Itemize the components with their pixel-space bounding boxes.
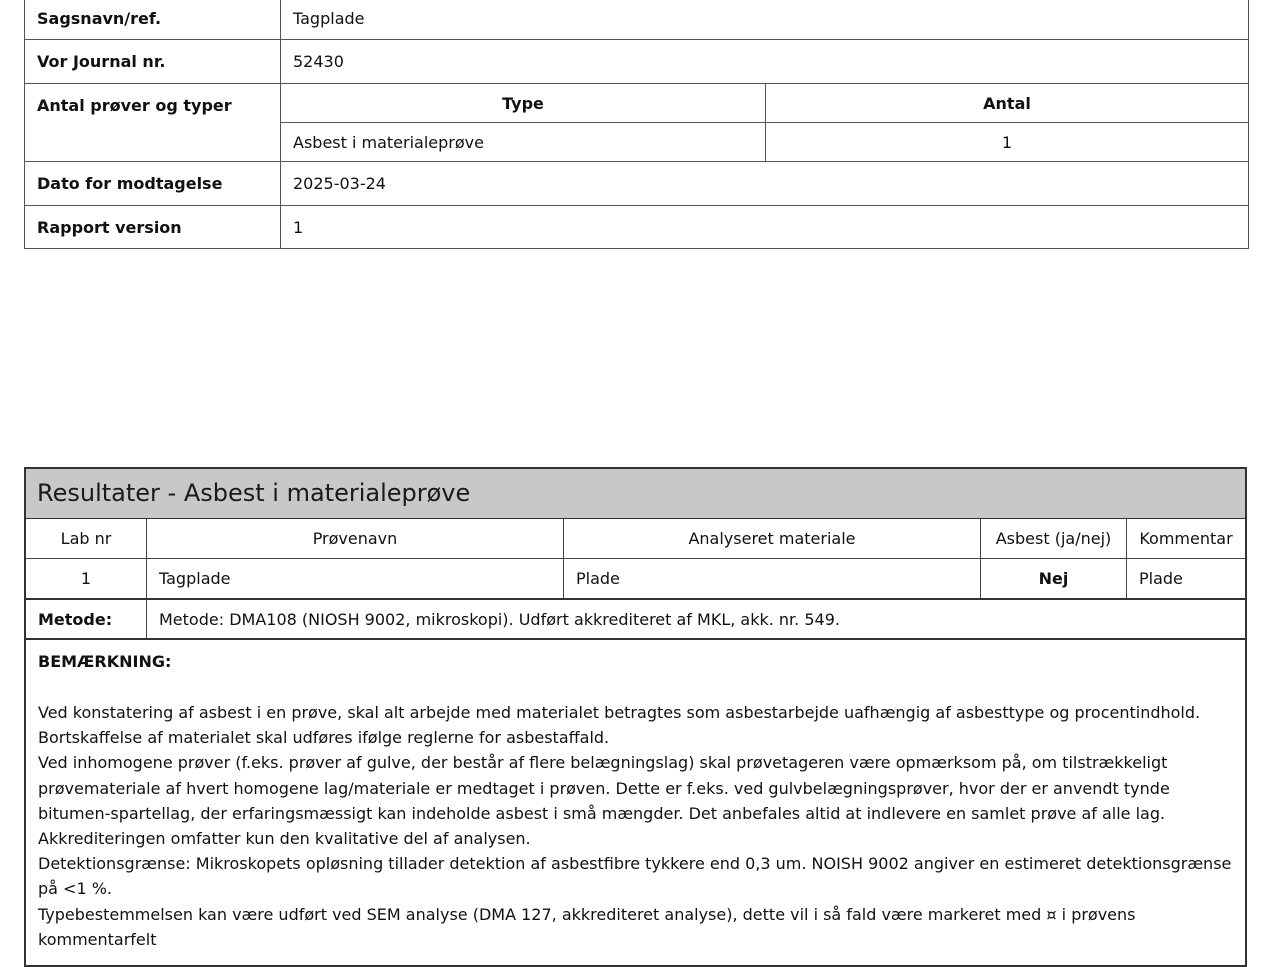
version-label: Rapport version <box>25 206 281 249</box>
sagsnavn-label: Sagsnavn/ref. <box>25 0 281 40</box>
dato-label: Dato for modtagelse <box>25 162 281 206</box>
col-header-kommentar: Kommentar <box>1127 519 1246 559</box>
types-header-type: Type <box>281 84 766 123</box>
col-header-materiale: Analyseret materiale <box>564 519 981 559</box>
sagsnavn-value: Tagplade <box>281 0 1249 40</box>
cell-asbest: Nej <box>981 559 1127 600</box>
types-subtable-cell <box>281 84 1249 162</box>
types-header-antal: Antal <box>766 84 1249 123</box>
types-row-type: Asbest i materialeprøve <box>281 123 766 162</box>
journal-value: 52430 <box>281 40 1249 84</box>
cell-materiale: Plade <box>564 559 981 600</box>
info-table <box>24 0 1249 249</box>
dato-value: 2025-03-24 <box>281 162 1249 206</box>
results-title: Resultater - Asbest i materialeprøve <box>26 469 1245 519</box>
results-section <box>24 467 1247 967</box>
version-value: 1 <box>281 206 1249 249</box>
info-row-types <box>25 84 1249 162</box>
col-header-asbest: Asbest (ja/nej) <box>981 519 1127 559</box>
info-row-journal <box>25 40 1249 84</box>
types-row-antal: 1 <box>1001 132 1013 152</box>
remarks-block <box>26 640 1245 952</box>
results-table <box>26 519 1245 640</box>
types-header-row <box>281 84 1248 123</box>
remarks-paragraph: Ved inhomogene prøver (f.eks. prøver af gulve, der består af flere belægningslag) skal prøvetageren være opmærksom på, om tilstrækkeligt prøvemateriale af hvert homogene lag/materiale er medtaget i prøven. Dette er f.eks. ved gulvbelægningsprøver, hvor der er anvendt tynde bitumen-spartellag, der erfaringsmæssigt kan indeholde asbest i små mængder. Det anbefales altid at indlevere en samlet prøve af alle lag. <box>38 753 1170 823</box>
remarks-paragraph: Detektionsgrænse: Mikroskopets opløsning tillader detektion af asbestfibre tykkere end 0,3 um. NOISH 9002 angiver en estimeret detektionsgrænse på <1 %. <box>38 854 1232 899</box>
types-subtable <box>281 84 1248 161</box>
info-row-sagsnavn <box>25 0 1249 40</box>
table-row <box>26 559 1245 600</box>
types-label: Antal prøver og typer <box>25 84 281 162</box>
remarks-paragraph: Typebestemmelsen kan være udført ved SEM analyse (DMA 127, akkrediteret analyse), dette vil i så fald være markeret med ¤ i prøvens kommentarfelt <box>38 904 1136 949</box>
col-header-lab-nr: Lab nr <box>26 519 147 559</box>
col-header-provenavn: Prøvenavn <box>147 519 564 559</box>
metode-value: Metode: DMA108 (NIOSH 9002, mikroskopi). Udført akkrediteret af MKL, akk. nr. 549. <box>147 599 1246 639</box>
info-row-dato <box>25 162 1249 206</box>
metode-row <box>26 599 1245 639</box>
remarks-paragraph: Ved konstatering af asbest i en prøve, skal alt arbejde med materialet betragtes som asbestarbejde uafhængig af asbesttype og procentindhold. Bortskaffelse af materialet skal udføres ifølge reglerne for asbestaffald. <box>38 703 1201 748</box>
cell-provenavn: Tagplade <box>147 559 564 600</box>
types-row <box>281 123 1248 162</box>
results-header-row <box>26 519 1245 559</box>
remarks-paragraph: Akkrediteringen omfatter kun den kvalitative del af analysen. <box>38 829 531 849</box>
metode-label: Metode: <box>26 599 147 639</box>
cell-lab-nr: 1 <box>26 559 147 600</box>
info-row-version <box>25 206 1249 249</box>
journal-label: Vor Journal nr. <box>25 40 281 84</box>
remarks-title: BEMÆRKNING: <box>38 652 172 671</box>
cell-kommentar: Plade <box>1127 559 1246 600</box>
